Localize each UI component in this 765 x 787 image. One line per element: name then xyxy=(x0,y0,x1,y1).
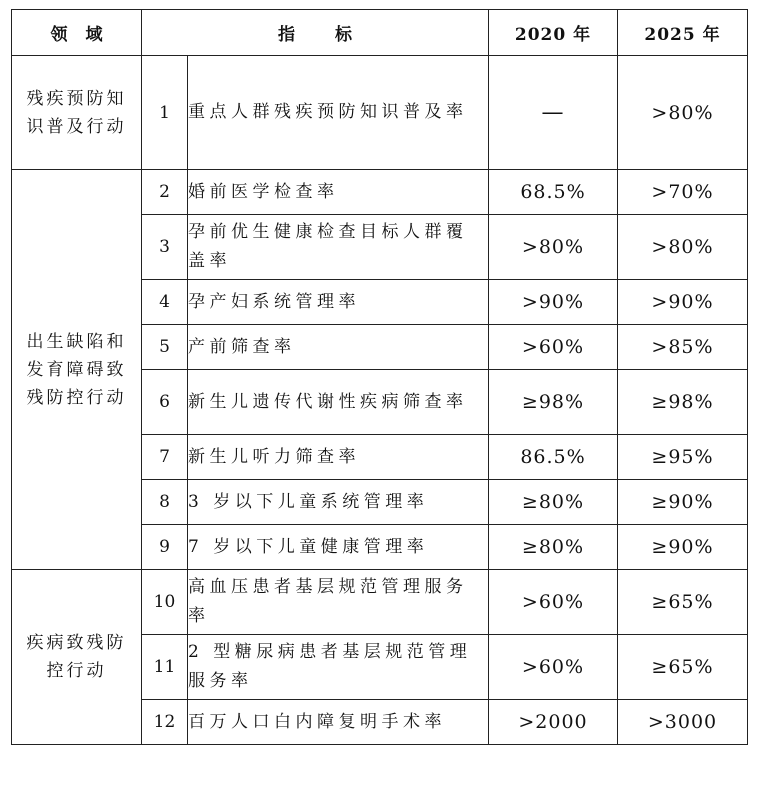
value-2025: ≥95% xyxy=(618,435,748,480)
table-row xyxy=(12,570,748,635)
table-row xyxy=(12,56,748,170)
indicator-cell: 产前筛查率 xyxy=(188,325,489,370)
value-2020: 68.5% xyxy=(489,170,618,215)
row-number: 10 xyxy=(142,570,188,635)
value-2020: >60% xyxy=(489,635,618,700)
row-number: 7 xyxy=(142,435,188,480)
row-number: 12 xyxy=(142,700,188,745)
table-row xyxy=(12,170,748,215)
value-2025: >85% xyxy=(618,325,748,370)
header-domain: 领域 xyxy=(12,10,142,56)
domain-cell: 出生缺陷和发育障碍致残防控行动 xyxy=(12,170,142,570)
value-2020: >60% xyxy=(489,570,618,635)
row-number: 5 xyxy=(142,325,188,370)
header-row xyxy=(12,10,748,56)
value-2020: >60% xyxy=(489,325,618,370)
indicator-cell: 婚前医学检查率 xyxy=(188,170,489,215)
value-2025: >90% xyxy=(618,280,748,325)
row-number: 11 xyxy=(142,635,188,700)
value-2020: >80% xyxy=(489,215,618,280)
value-2020: >2000 xyxy=(489,700,618,745)
value-2025: >3000 xyxy=(618,700,748,745)
indicator-cell: 新生儿听力筛查率 xyxy=(188,435,489,480)
indicator-cell: 高血压患者基层规范管理服务率 xyxy=(188,570,489,635)
domain-cell: 疾病致残防控行动 xyxy=(12,570,142,745)
row-number: 1 xyxy=(142,56,188,170)
value-2020: >90% xyxy=(489,280,618,325)
value-2020: ≥80% xyxy=(489,525,618,570)
indicator-cell: 2 型糖尿病患者基层规范管理服务率 xyxy=(188,635,489,700)
indicator-cell: 孕前优生健康检查目标人群覆盖率 xyxy=(188,215,489,280)
value-2025: ≥65% xyxy=(618,635,748,700)
value-2025: ≥90% xyxy=(618,480,748,525)
indicator-cell: 新生儿遗传代谢性疾病筛查率 xyxy=(188,370,489,435)
value-2025: ≥65% xyxy=(618,570,748,635)
header-year-2025: 2025 年 xyxy=(618,10,748,56)
indicator-cell: 孕产妇系统管理率 xyxy=(188,280,489,325)
row-number: 8 xyxy=(142,480,188,525)
value-2025: >70% xyxy=(618,170,748,215)
indicator-cell: 7 岁以下儿童健康管理率 xyxy=(188,525,489,570)
indicator-cell: 3 岁以下儿童系统管理率 xyxy=(188,480,489,525)
value-2020: ≥98% xyxy=(489,370,618,435)
value-2025: >80% xyxy=(618,215,748,280)
row-number: 6 xyxy=(142,370,188,435)
row-number: 3 xyxy=(142,215,188,280)
indicator-cell: 重点人群残疾预防知识普及率 xyxy=(188,56,489,170)
header-indicator: 指标 xyxy=(142,10,489,56)
value-2020: 86.5% xyxy=(489,435,618,480)
row-number: 9 xyxy=(142,525,188,570)
indicator-cell: 百万人口白内障复明手术率 xyxy=(188,700,489,745)
value-2020: ≥80% xyxy=(489,480,618,525)
value-2025: >80% xyxy=(618,56,748,170)
row-number: 4 xyxy=(142,280,188,325)
row-number: 2 xyxy=(142,170,188,215)
value-2025: ≥98% xyxy=(618,370,748,435)
indicator-table xyxy=(11,9,748,745)
domain-cell: 残疾预防知识普及行动 xyxy=(12,56,142,170)
value-2020: — xyxy=(489,56,618,170)
header-year-2020: 2020 年 xyxy=(489,10,618,56)
value-2025: ≥90% xyxy=(618,525,748,570)
